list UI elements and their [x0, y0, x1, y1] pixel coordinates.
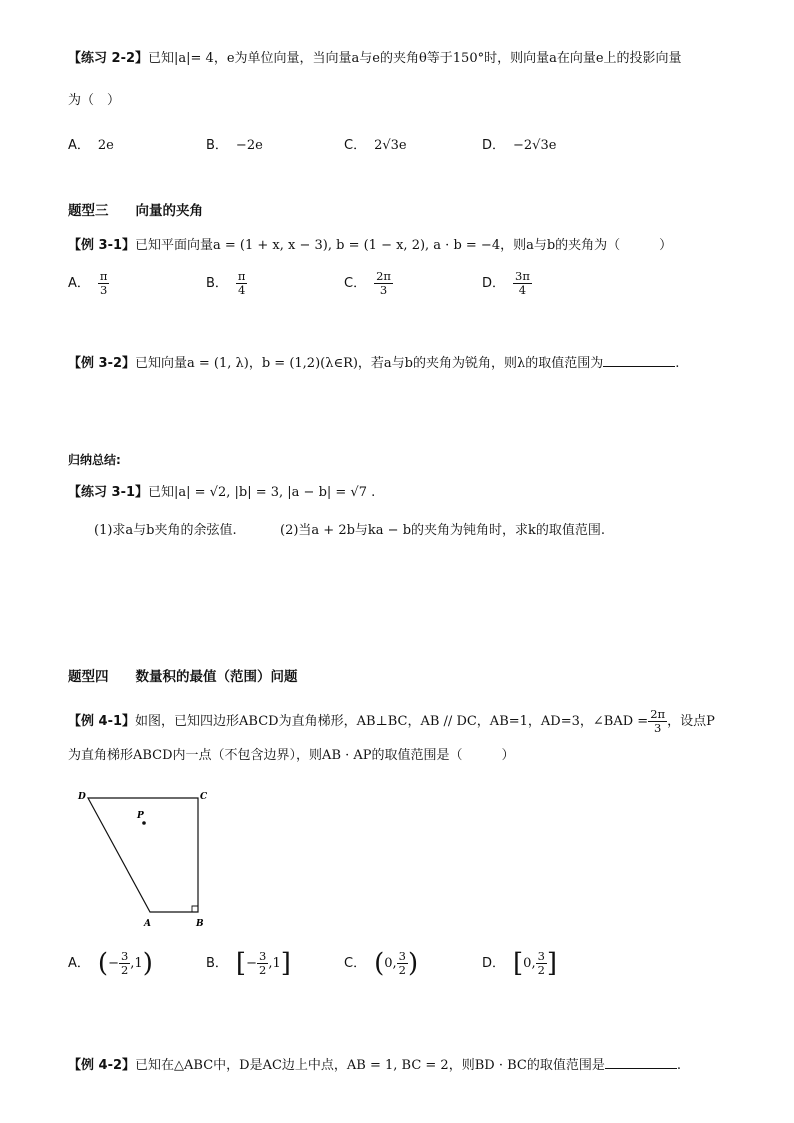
option-c[interactable]: C． 2√3e	[344, 138, 407, 153]
right-angle-mark	[192, 906, 198, 912]
fraction: $\frac{3}{2}$	[537, 949, 545, 977]
trapezoid-figure	[66, 786, 226, 932]
example-tag: 【例 3-2】	[68, 356, 136, 371]
example-3-2: 【例 3-2】已知向量a = (1, λ)，b = (1,2)(λ∈R)，若a与b的夹角为锐角，则λ的取值范围为 .	[68, 352, 679, 373]
exercise-text: 已知|a|= 4，e为单位向量，当向量a与e的夹角θ等于150°时，则向量a在向量e上的投影向量	[148, 51, 682, 66]
example-4-2: 【例 4-2】已知在△ABC中，D是AC边上中点，AB = 1, BC = 2，则BD · BC的取值范围是 .	[68, 1054, 681, 1075]
fraction: $\frac{3}{2}$	[258, 949, 267, 977]
option-b[interactable]: B． −2e	[206, 138, 263, 153]
example-4-1-line2	[68, 747, 515, 765]
fraction: $\frac{\pi}{3}$	[99, 269, 108, 297]
practice-3-1	[68, 484, 375, 502]
example-text-cont: 为直角梯形ABCD内一点（不包含边界），则AB · AP的取值范围是（ ）	[68, 748, 515, 763]
option-a[interactable]: A． (− $\frac{3}{2}$ ,1)	[68, 948, 153, 979]
example-text: 已知在△ABC中，D是AC边上中点，AB = 1, BC = 2，则BD · BC的取值范围是	[135, 1058, 605, 1073]
example-text: 已知平面向量a = (1 + x, x − 3), b = (1 − x, 2), a · b = −4，则a与b的夹角为（ ）	[135, 238, 673, 253]
example-3-1	[68, 237, 672, 255]
answer-blank[interactable]	[603, 352, 675, 367]
option-c[interactable]: C． $\frac{2\pi}{3}$	[344, 269, 391, 297]
section-title: 题型三 向量的夹角	[68, 203, 203, 219]
exercise-2-2-line1	[68, 50, 682, 68]
option-a[interactable]: A． 2e	[68, 138, 114, 153]
point-p	[142, 821, 146, 825]
option-a[interactable]: A． $\frac{\pi}{3}$	[68, 269, 108, 297]
vertex-label-b: B	[196, 919, 204, 929]
answer-blank[interactable]	[605, 1054, 677, 1069]
vertex-label-a: A	[144, 919, 151, 929]
angle-fraction: $\frac{2\pi}{3}$	[650, 707, 666, 735]
option-c[interactable]: C． (0, $\frac{3}{2}$ )	[344, 948, 419, 979]
practice-part-1: (1)求a与b夹角的余弦值.	[94, 523, 237, 538]
fraction: $\frac{3}{2}$	[398, 949, 406, 977]
example-4-1-line1: 【例 4-1】如图，已知四边形ABCD为直角梯形，AB⊥BC，AB // DC，AB=1，AD=3，∠BAD = $\frac{2\pi}{3}$ ，设点P	[68, 707, 715, 735]
fraction: $\frac{3}{2}$	[120, 949, 129, 977]
fraction: $\frac{2\pi}{3}$	[376, 269, 391, 297]
example-tag: 【例 4-1】	[68, 714, 136, 729]
section-title: 题型四 数量积的最值（范围）问题	[68, 669, 298, 685]
practice-text: 已知|a| = √2, |b| = 3, |a − b| = √7 .	[148, 485, 376, 500]
option-b[interactable]: B． [− $\frac{3}{2}$ ,1]	[206, 948, 291, 979]
exercise-2-2-line2	[68, 92, 120, 110]
option-d[interactable]: D． $\frac{3\pi}{4}$	[482, 269, 530, 297]
exercise-tag: 【练习 2-2】	[68, 51, 149, 66]
example-text: 已知向量a = (1, λ)，b = (1,2)(λ∈R)，若a与b的夹角为锐角，则λ的取值范围为	[135, 356, 604, 371]
example-tag: 【例 4-2】	[68, 1058, 136, 1073]
summary-title: 归纳总结:	[68, 453, 121, 467]
example-tag: 【例 3-1】	[68, 238, 136, 253]
option-b[interactable]: B． $\frac{\pi}{4}$	[206, 269, 246, 297]
option-d[interactable]: D． −2√3e	[482, 138, 557, 153]
example-text: 如图，已知四边形ABCD为直角梯形，AB⊥BC，AB // DC，AB=1，AD=3，∠BAD =	[135, 714, 649, 729]
point-label-p: P	[137, 811, 144, 821]
exercise-text-cont: 为（ ）	[68, 93, 121, 108]
option-d[interactable]: D． [0, $\frac{3}{2}$ ]	[482, 948, 558, 979]
practice-tag: 【练习 3-1】	[68, 485, 149, 500]
practice-part-2: (2)当a + 2b与ka − b的夹角为钝角时，求k的取值范围.	[280, 523, 606, 538]
vertex-label-c: C	[200, 792, 208, 802]
fraction: $\frac{\pi}{4}$	[237, 269, 246, 297]
vertex-label-d: D	[78, 792, 86, 802]
fraction: $\frac{3\pi}{4}$	[515, 269, 530, 297]
